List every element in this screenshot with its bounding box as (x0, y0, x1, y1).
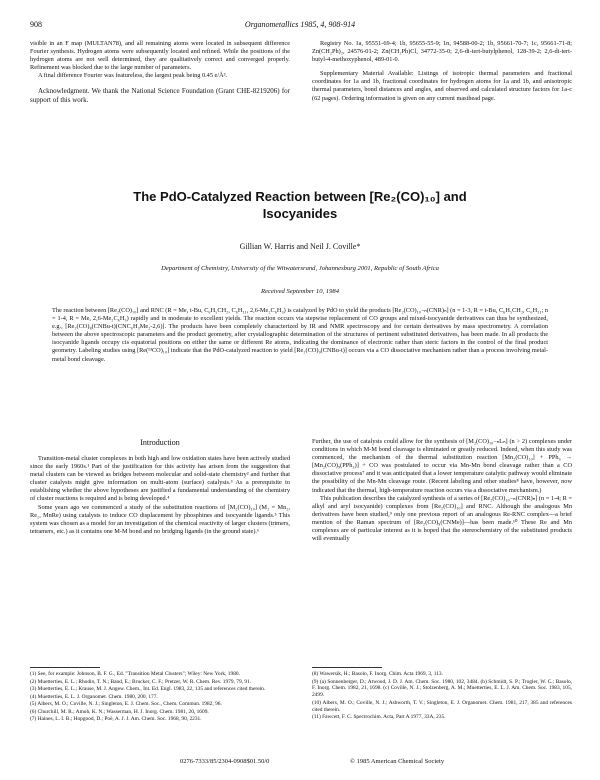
article-title (60, 188, 540, 222)
abstract: The reaction between [Re₂(CO)₁₀] and RNC (R = Me, t-Bu, C₆H₅CH₂, C₆H₁₁, 2,6-Me₂C₆H₃) is catalyzed by PdO to yield the products [Re₂(CO)₁₀₋ₙ(CNR)ₙ] (n = 1-3, R = t-Bu, C₆H₅CH₂, C₆H₁₁; n = 1-4, R = Me, 2,6-Me₂C₆H₃) rapidly and in moderate to excellent yields. The reaction occurs via stepwise replacement of CO groups and mixed-isocyanide derivatives can thus be synthesized, e.g., [Re₂(CO)₈(CNBu-t)(CNC₆H₃Me₂-2,6)]. The products have been completely characterized by IR and NMR spectroscopy and for certain derivatives by mass spectrometry. A correlation between the above spectroscopic parameters and the product geometry, after crystallographic determination of the structures of pertinent substituted derivatives, has been made. In all products the isocyanide ligands occupy cis equatorial positions on either the same or different Re atoms, indicating the dominance of electronic rather than steric factors in the control of the final product geometry. Labeling studies using [Re(¹³CO)₁₀] indicate that the PdO-catalyzed reaction to yield [Re₂(CO)₉(CNBu-t)] occurs via a CO dissociative mechanism rather than a process involving metal-metal bond cleavage. (52, 307, 548, 363)
top-right-column (312, 40, 572, 103)
journal-citation: Organometallics 1985, 4, 908-914 (244, 20, 356, 29)
top-left-column (30, 40, 290, 105)
registry-numbers: Registry No. 1a, 95551-69-4; 1b, 95655-55-9; 1n, 94588-00-2; 1b, 95661-70-7; 1c, 95661-71-8; Zn(CH₂Ph)₂, 24576-01-2; Zn(CH₂Ph)Cl, 34772-35-0; 2,6-di-tert-butylphenol, 128-39-2; 2,6-di-tert-butyl-4-methoxyphenol, 489-01-0. (312, 40, 572, 64)
experimental-text: visible in an F map (MULTAN78), and all remaining atoms were located in subsequent difference Fourier synthesis. Hydrogen atoms were subsequently located and refined. While the positions of the hydrogen atoms are not well determined, they are qualitatively correct and converged properly. Refinement was blocked due to the large number of parameters. (30, 40, 290, 72)
page-header (30, 20, 570, 32)
footnote: (3) Muetterties, E. L.; Krause, M. J. Angew. Chem., Int. Ed. Engl. 1983, 22, 135 and references cited therein. (30, 686, 266, 692)
authors: Gillian W. Harris and Neil J. Coville* (239, 242, 361, 251)
intro-paragraph-1: Transition-metal cluster complexes in both high and low oxidation states have been actively studied since the early 1960s.¹ Part of the justification for this activity has arisen from the suggestion that metal clusters can be viewed as bridges between molecular and solid-state chemistry² and further that cluster catalysts might give information on multi-atom (surface) catalysis.³ As a prerequisite to establishing whether the above hypotheses are justified a fundamental understanding of the chemistry of cluster reactions is required and is being developed.⁴ (30, 455, 290, 503)
body-right-column (312, 438, 572, 543)
intro-paragraph-3: Further, the use of catalysts could allow for the synthesis of [M₂(CO)₁₀₋ₙLₙ] (n > 2) complexes under conditions in which M-M bond cleavage is eliminated or greatly reduced. Indeed, when this study was commenced, the mechanism of the thermal substitution reaction [Mn₂(CO)₁₀] + PPh₃ → [Mn₂(CO)₉(PPh₃)] + CO was postulated to occur via Mn-Mn bond cleavage rather than a CO dissociative process⁷ and it was anticipated that a lower temperature catalytic pathway would eliminate the possibility of the Mn-Mn cleavage route. (Recent labeling and other studies⁸ have, however, now indicated that the thermal, high-temperature reaction occurs via a dissociative mechanism.) (312, 438, 572, 494)
intro-paragraph-2: Some years ago we commenced a study of the substitution reactions of [M₂(CO)₁₀] (M₂ = Mn₂, Re₂, MnRe) using catalysts to induce CO displacement by phosphines and isocyanide ligands.⁵ This system was chosen as a model for an investigation of the chemical reactivity of larger clusters (trimers, tetramers, etc.) as it contains one M-M bond and no bridging ligands (in the ground state).⁶ (30, 503, 290, 535)
title-line-2: Isocyanides (262, 206, 338, 221)
received-date: Received September 10, 1984 (261, 288, 339, 295)
page-number: 908 (30, 20, 42, 29)
footnote: (11) Fawcett, F. C. Spectrochim. Acta, Part A 1977, 33A, 235. (312, 714, 446, 721)
footnote: (7) Haines, L. I. B.; Hopgood, D.; Poë, A. J. J. Am. Chem. Soc. 1968, 90, 2231. (30, 716, 202, 722)
affiliation: Department of Chemistry, University of the Witwatersrand, Johannesburg 2001, Republic of South Africa (161, 265, 439, 272)
introduction-heading: Introduction (140, 438, 180, 447)
footnotes-right (312, 671, 572, 722)
footnote: (8) Wawersik, H.; Basolo, F. Inorg. Chim. Acta 1969, 3, 113. (312, 671, 443, 677)
footnote: (6) Churchill, M. R.; Amoh, K. N.; Wasserman, H. J. Inorg. Chem. 1981, 20, 1609. (30, 708, 209, 715)
copyright: © 1985 American Chemical Society (350, 758, 445, 765)
supplementary-material: Supplementary Material Available: Listings of isotropic thermal parameters and fractional coordinates for 1a and 1b, fractional coordinates for hydrogen atoms for 1a and 1b, and anisotropic thermal parameters, bond distances and angles, and observed and calculated structure factors for 1a-c (62 pages). Ordering information is given on any current masthead page. (312, 70, 572, 102)
footnote-rule-left (30, 667, 100, 668)
fourier-text: A final difference Fourier was featureless, the largest peak being 0.45 e/Å³. (38, 72, 228, 80)
footnote: (4) Muetterties, E. L. J. Organomet. Chem. 1980, 200, 177. (30, 693, 158, 700)
acknowledgment: Acknowledgment. We thank the National Science Foundation (Grant CHE-8219206) for support of this work. (30, 87, 290, 105)
intro-paragraph-4: This publication describes the catalyzed synthesis of a series of [Re₂(CO)₁₀₋ₙ(CNR)ₙ] (n = 1-4; R = alkyl and aryl isocyanide) complexes from [Re₂(CO)₁₀] and RNC. Although the analogous Mn derivatives have been studied,⁹ only one previous report of an analogous Re-RNC complex—a brief mention of the Raman spectrum of [Re₂(CO)₉(CNMe)]—has been made.¹⁰ These Re and Mn complexes are of particular interest as it is hoped that the stereochemistry of the substituted products will eventually (312, 494, 572, 543)
page-footer (30, 758, 570, 768)
footnote: (2) Muetterties, E. L.; Rhodin, T. N.; Band, E.; Brucker, C. F.; Pretzer, W. R. Chem. Rev. 1979, 79, 91. (30, 678, 252, 685)
footnotes-left (30, 671, 290, 724)
footnote: (1) See, for example: Johnson, B. F. G., Ed. "Transition Metal Clusters"; Wiley: New York, 1980. (30, 671, 240, 677)
footnote: (10) Albers, M. O.; Coville, N. J.; Ashworth, T. V.; Singleton, E. J. Organomet. Chem. 1981, 217, 385 and references cited therein. (312, 699, 572, 713)
article-code: 0276-7333/85/2304-0908$01.50/0 (180, 758, 270, 765)
body-left-column (30, 455, 290, 536)
footnote: (5) Albers, M. O.; Coville, N. J.; Singleton, E. J. Chem. Soc., Chem. Commun. 1982, 96. (30, 701, 222, 707)
footnote: (9) (a) Sonnenberger, D.; Atwood, J. D. J. Am. Chem. Soc. 1980, 102, 3484. (b) Schmidt, S. P.; Trogler, W. C.; Basolo, F. Inorg. Chem. 1982, 21, 1698. (c) Coville, N. J.; Stolzenberg, A. M.; Muetterties, E. L. J. Am. Chem. Soc. 1983, 105, 2499. (312, 678, 572, 699)
title-line-1: The PdO-Catalyzed Reaction between [Re₂(CO)₁₀] and (133, 189, 467, 204)
footnote-rule-right (312, 667, 382, 668)
